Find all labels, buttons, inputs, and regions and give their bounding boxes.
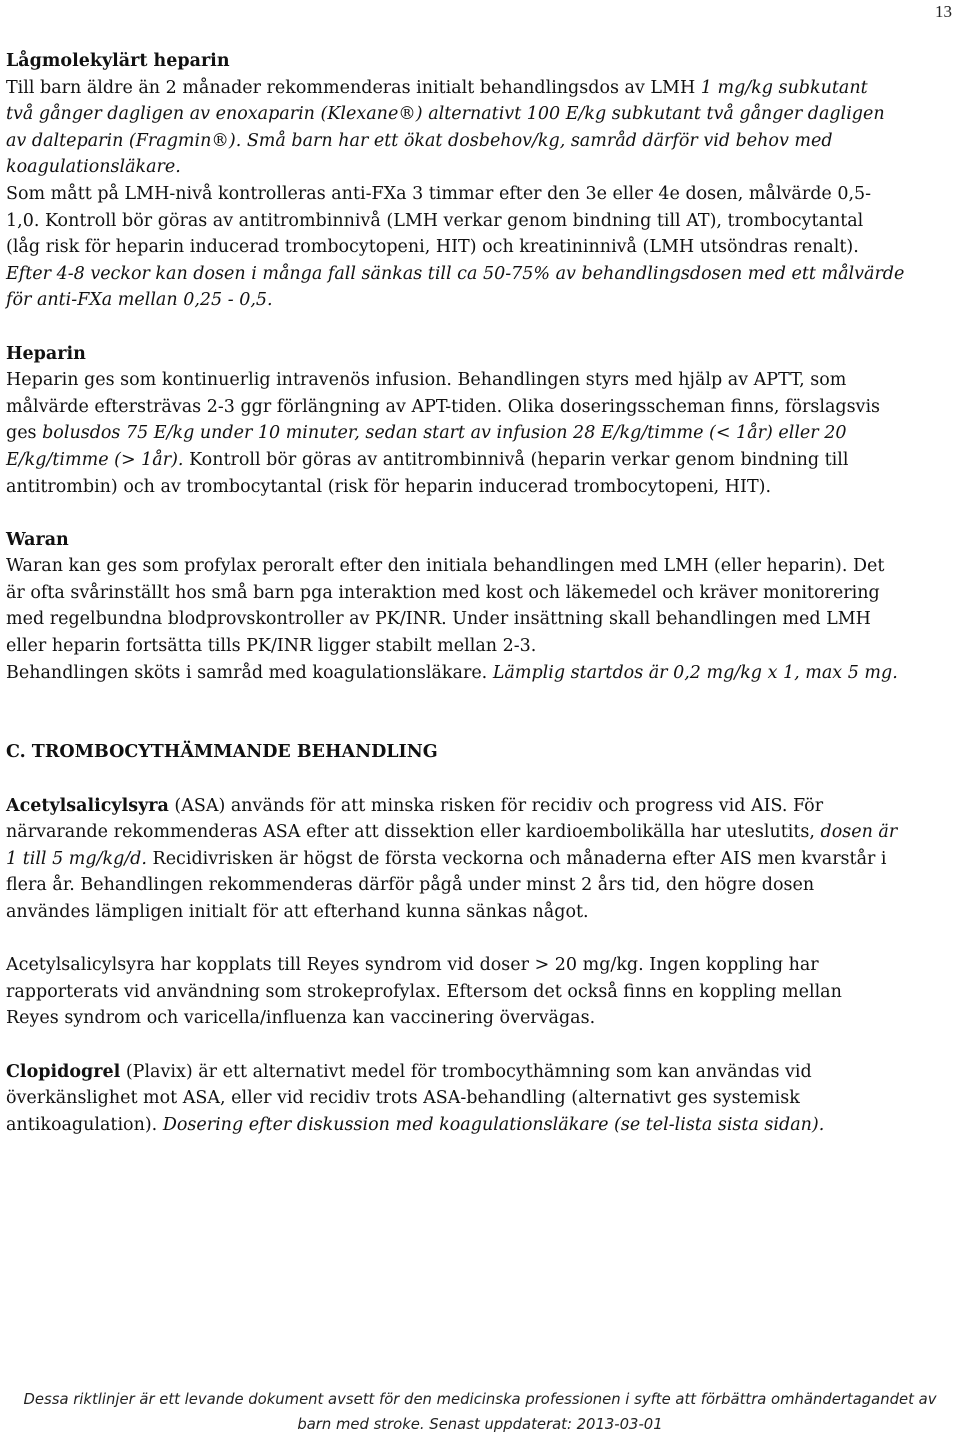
spacer [6,686,954,713]
text-line: Waran kan ges som profylax peroralt efter den initiala behandlingen med LMH (eller heparin). Det [6,556,885,577]
page-number: 13 [935,2,952,21]
text-line: 1 till 5 mg/kg/d. Recidivrisken är högst de första veckorna och månaderna efter AIS men kvarstår i [6,848,887,869]
text-line: ges bolusdos 75 E/kg under 10 minuter, sedan start av infusion 28 E/kg/timme (< 1år) eller 20 [6,423,847,444]
drug-name-clopidogrel: Clopidogrel [6,1061,121,1082]
text-line: koagulationsläkare. [6,157,181,178]
spacer [6,314,954,341]
text-line: flera år. Behandlingen rekommenderas därför pågå under minst 2 års tid, den högre dosen [6,875,815,896]
text-line: är ofta svårinställt hos små barn pga interaktion med kost och läkemedel och kräver monitorering [6,582,880,603]
text-line: av dalteparin (Fragmin®). Små barn har ett ökat dosbehov/kg, samråd därför vid behov med [6,130,833,151]
section-heading-waran: Waran [6,529,69,550]
section-heading-heparin: Heparin [6,343,86,364]
text-line: närvarande rekommenderas ASA efter att dissektion eller kardioembolikälla har uteslutits, dosen är [6,822,898,843]
spacer [6,500,954,527]
footer-line: barn med stroke. Senast uppdaterat: 2013-03-01 [297,1416,663,1433]
text-line: Behandlingen sköts i samråd med koagulationsläkare. Lämplig startdos är 0,2 mg/kg x 1, max 5 mg. [6,662,898,683]
text-line: eller heparin fortsätta tills PK/INR ligger stabilt mellan 2-3. [6,636,537,657]
drug-name-asa: Acetylsalicylsyra [6,795,169,816]
text-line: Till barn äldre än 2 månader rekommenderas initialt behandlingsdos av LMH 1 mg/kg subkutant [6,77,868,98]
text-line: överkänslighet mot ASA, eller vid recidiv trots ASA-behandling (alternativt ges systemisk [6,1088,800,1109]
spacer [6,766,954,793]
text-line: antikoagulation). Dosering efter diskussion med koagulationsläkare (se tel-lista sista sidan). [6,1114,825,1135]
text-line: användes lämpligen initialt för att efterhand kunna sänkas något. [6,902,589,922]
text-line: E/kg/timme (> 1år). Kontroll bör göras av antitrombinnivå (heparin verkar genom bindning till [6,449,849,470]
text-line: 1,0. Kontroll bör göras av antitrombinnivå (LMH verkar genom bindning till AT), trombocytantal [6,210,864,231]
text-line: Efter 4-8 veckor kan dosen i många fall sänkas till ca 50-75% av behandlingsdosen med ett målvärde [6,263,905,284]
text-line: med regelbundna blodprovskontroller av PK/INR. Under insättning skall behandlingen med LMH [6,609,871,630]
text-line: Clopidogrel (Plavix) är ett alternativt medel för trombocythämning som kan användas vid [6,1061,812,1082]
footer-line: Dessa riktlinjer är ett levande dokument avsett för den medicinska professionen i syfte att förbättra omhändertagandet av [23,1391,937,1408]
text-line: två gånger dagligen av enoxaparin (Klexane®) alternativt 100 E/kg subkutant två gånger dagligen [6,104,885,125]
text-line: Reyes syndrom och varicella/influenza kan vaccinering övervägas. [6,1008,596,1029]
text-line: Acetylsalicylsyra har kopplats till Reyes syndrom vid doser > 20 mg/kg. Ingen koppling har [6,955,819,976]
section-heading-c: C. TROMBOCYTHÄMMANDE BEHANDLING [6,742,438,763]
text-line: Acetylsalicylsyra (ASA) används för att minska risken för recidiv och progress vid AIS. För [6,795,824,816]
text-line: antitrombin) och av trombocytantal (risk för heparin inducerad trombocytopeni, HIT). [6,476,772,497]
text-line: rapporterats vid användning som strokeprofylax. Eftersom det också finns en koppling mellan [6,981,842,1002]
spacer [6,1032,954,1059]
spacer [6,926,954,953]
spacer [6,713,954,740]
text-line: målvärde eftersträvas 2-3 ggr förlängning av APT-tiden. Olika doseringsscheman finns, förslagsvis [6,396,881,417]
document-body [6,48,954,1138]
text-line: (låg risk för heparin inducerad trombocytopeni, HIT) och kreatininnivå (LMH utsöndras renalt). [6,237,859,258]
text-line: för anti-FXa mellan 0,25 - 0,5. [6,290,273,311]
section-heading-lmh: Lågmolekylärt heparin [6,51,230,71]
text-line: Som mått på LMH-nivå kontrolleras anti-FXa 3 timmar efter den 3e eller 4e dosen, målvärde 0,5- [6,183,872,204]
text-line: Heparin ges som kontinuerlig intravenös infusion. Behandlingen styrs med hjälp av APTT, som [6,370,847,391]
page-footer [0,1387,960,1437]
